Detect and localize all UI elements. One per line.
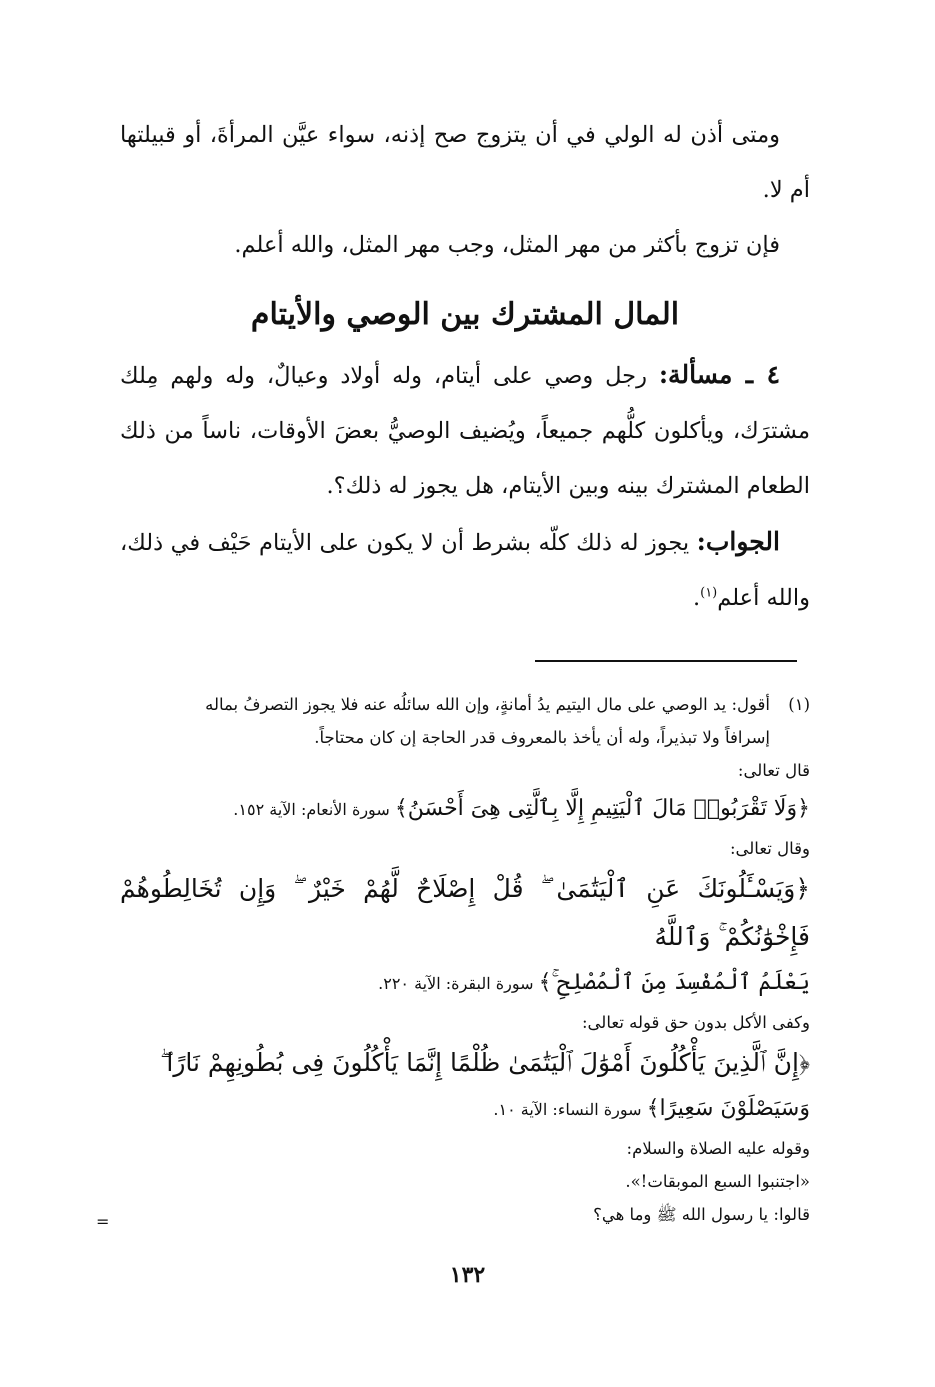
footnote-last-line: قالوا: يا رسول الله ﷺ وما هي؟: [593, 1205, 810, 1224]
paragraph-dowry: فإن تزوج بأكثر من مهر المثل، وجب مهر المثل، والله أعلم.: [234, 232, 780, 258]
footnote-label2: وقال تعالى:: [729, 839, 810, 858]
question-paragraph: [120, 347, 810, 514]
question-text: رجل وصي على أيتام، وله أولاد وعيالٌ، وله ولهم مِلك مشترَك، ويأكلون كلُّهم جميعاً، ويُضيف الوصيُّ بعضَ الأوقات، ناساً من ذلك الطعام المشترك بينه وبين الأيتام، هل يجوز له ذلك؟.: [120, 363, 810, 499]
paragraph-marriage-permission: ومتى أذن له الولي في أن يتزوج صح إذنه، سواء عيَّن المرأةَ، أو قبيلتها أم لا.: [120, 122, 810, 203]
hadith-text: «اجتنبوا السبع الموبقات!».: [625, 1172, 810, 1191]
footnote-label3: وكفى الأكل بدون حق قوله تعالى:: [582, 1013, 810, 1032]
footnote-divider: [535, 660, 797, 662]
question-label: ٤ ـ مسألة:: [658, 360, 780, 389]
verse2-ref: سورة البقرة: الآية ٢٢٠.: [378, 974, 539, 993]
footnotes: [120, 688, 810, 1231]
page-number: ١٣٢: [449, 1262, 486, 1288]
verse3b-text: وَسَيَصْلَوْنَ سَعِيرًا﴾: [646, 1096, 810, 1121]
footnote-line2: إسرافاً ولا تبذيراً، وله أن يأخذ بالمعروف قدر الحاجة إن كان محتاجاً.: [314, 728, 770, 747]
answer-end: .: [692, 585, 701, 611]
footnote-line1: أقول: يد الوصي على مال اليتيم يدُ أمانةٍ، وإن الله سائلُه عنه فلا يجوز التصرفُ بماله: [205, 695, 770, 714]
quran-verse-baqara-line2: [120, 961, 810, 1006]
footnote-first-line: [120, 688, 810, 721]
quran-verse-nisa-line1: ﴿إِنَّ ٱلَّذِينَ يَأْكُلُونَ أَمْوَٰلَ ٱلْيَتَٰمَىٰ ظُلْمًا إِنَّمَا يَأْكُلُونَ فِى بُطُونِهِمْ نَارًا ۖ: [160, 1048, 810, 1077]
quran-verse-baqara-line1: ﴿وَيَسْـَٔلُونَكَ عَنِ ٱلْيَتَٰمَىٰ ۖ قُلْ إِصْلَاحٌ لَّهُمْ خَيْرٌ ۖ وَإِن تُخَالِطُوهُمْ فَإِخْوَٰنُكُمْ ۚ وَٱللَّهُ: [120, 874, 810, 951]
verse1-text: ﴿وَلَا تَقْرَبُوا۟ مَالَ ٱلْيَتِيمِ إِلَّا بِٱلَّتِى هِىَ أَحْسَنُ﴾: [394, 796, 810, 821]
verse1-ref: سورة الأنعام: الآية ١٥٢.: [233, 800, 395, 819]
verse2b-text: يَعْلَمُ ٱلْمُفْسِدَ مِنَ ٱلْمُصْلِحِ ۚ﴾: [538, 970, 810, 995]
footnote-label4: وقوله عليه الصلاة والسلام:: [626, 1139, 810, 1158]
margin-mark: =: [96, 1212, 110, 1231]
answer-text: يجوز له ذلك كلّه بشرط أن لا يكون على الأيتام حَيْف في ذلك، والله أعلم: [120, 530, 810, 611]
quran-verse-nisa-line2: [120, 1087, 810, 1132]
section-heading: المال المشترك بين الوصي والأيتام: [250, 297, 680, 332]
quran-verse-anam: [120, 787, 810, 832]
main-text: [120, 108, 810, 626]
answer-paragraph: [120, 514, 810, 626]
answer-label: الجواب:: [696, 527, 780, 556]
verse3-ref: سورة النساء: الآية ١٠.: [493, 1100, 647, 1119]
footnote-number: (١): [788, 695, 810, 714]
footnote-reference: (١): [700, 585, 718, 601]
footnote-label1: قال تعالى:: [737, 761, 810, 780]
